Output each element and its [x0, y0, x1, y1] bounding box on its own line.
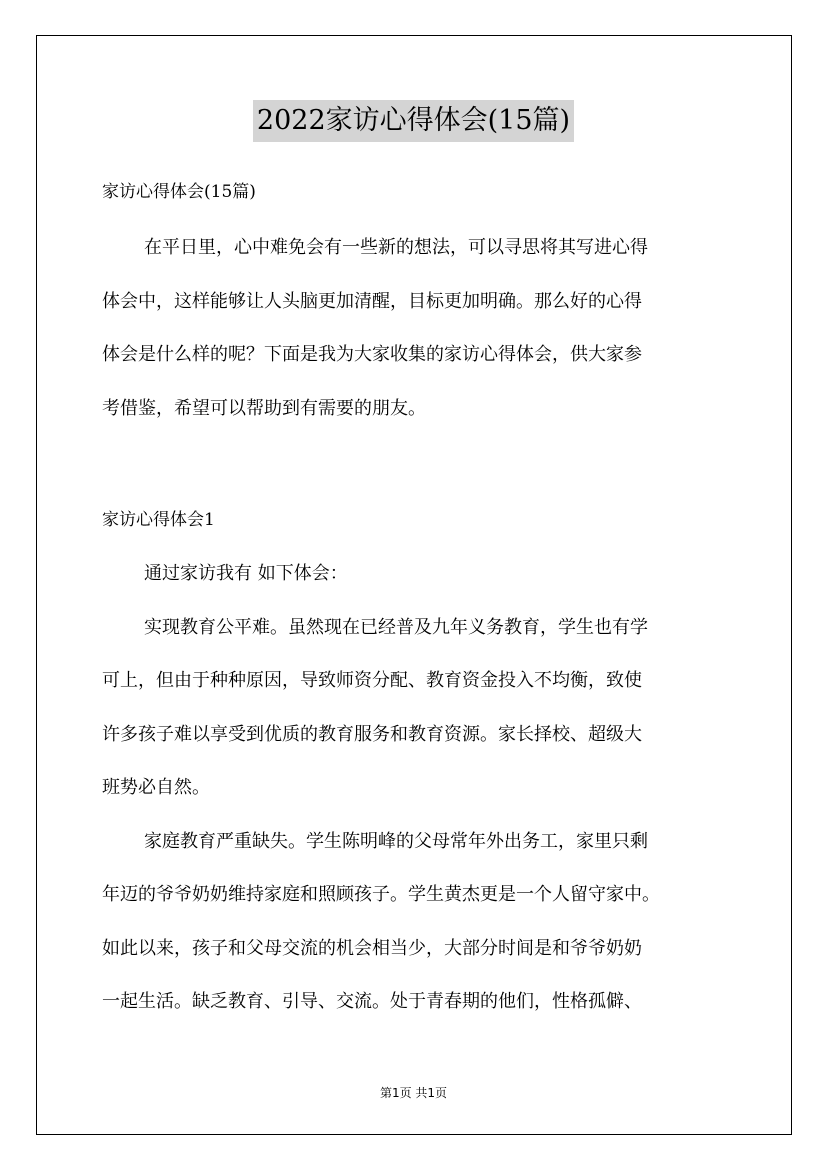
page-footer: 第1页 共1页 — [379, 1086, 448, 1100]
para1-line: 实现教育公平难。虽然现在已经普及九年义务教育，学生也有学 — [144, 616, 648, 638]
para2-line: 家庭教育严重缺失。学生陈明峰的父母常年外出务工，家里只剩 — [144, 830, 648, 852]
document-subtitle: 家访心得体会(15篇) — [102, 182, 256, 202]
para2-line: 年迈的爷爷奶奶维持家庭和照顾孩子。学生黄杰更是一个人留守家中。 — [102, 884, 660, 905]
intro-paragraph — [102, 221, 732, 435]
intro-line: 考借鉴，希望可以帮助到有需要的朋友。 — [102, 397, 426, 419]
para1-line: 班势必自然。 — [102, 777, 210, 798]
section-intro: 通过家访我有 如下体会： — [144, 563, 348, 584]
para1-line: 可上，但由于种种原因，导致师资分配、教育资金投入不均衡，致使 — [102, 670, 642, 691]
section-heading: 家访心得体会1 — [102, 510, 215, 530]
document-title: 2022家访心得体会(15篇) — [253, 100, 574, 142]
intro-line: 体会是什么样的呢？下面是我为大家收集的家访心得体会，供大家参 — [102, 344, 642, 365]
para2-line: 如此以来，孩子和父母交流的机会相当少，大部分时间是和爷爷奶奶 — [102, 937, 642, 959]
para1-line: 许多孩子难以享受到优质的教育服务和教育资源。家长择校、超级大 — [102, 723, 642, 745]
para2-line: 一起生活。缺乏教育、引导、交流。处于青春期的他们，性格孤僻、 — [102, 991, 642, 1012]
section-body — [102, 547, 732, 1029]
title-block — [0, 100, 827, 142]
intro-line: 在平日里，心中难免会有一些新的想法，可以寻思将其写进心得 — [144, 237, 648, 258]
intro-line: 体会中，这样能够让人头脑更加清醒，目标更加明确。那么好的心得 — [102, 290, 642, 312]
